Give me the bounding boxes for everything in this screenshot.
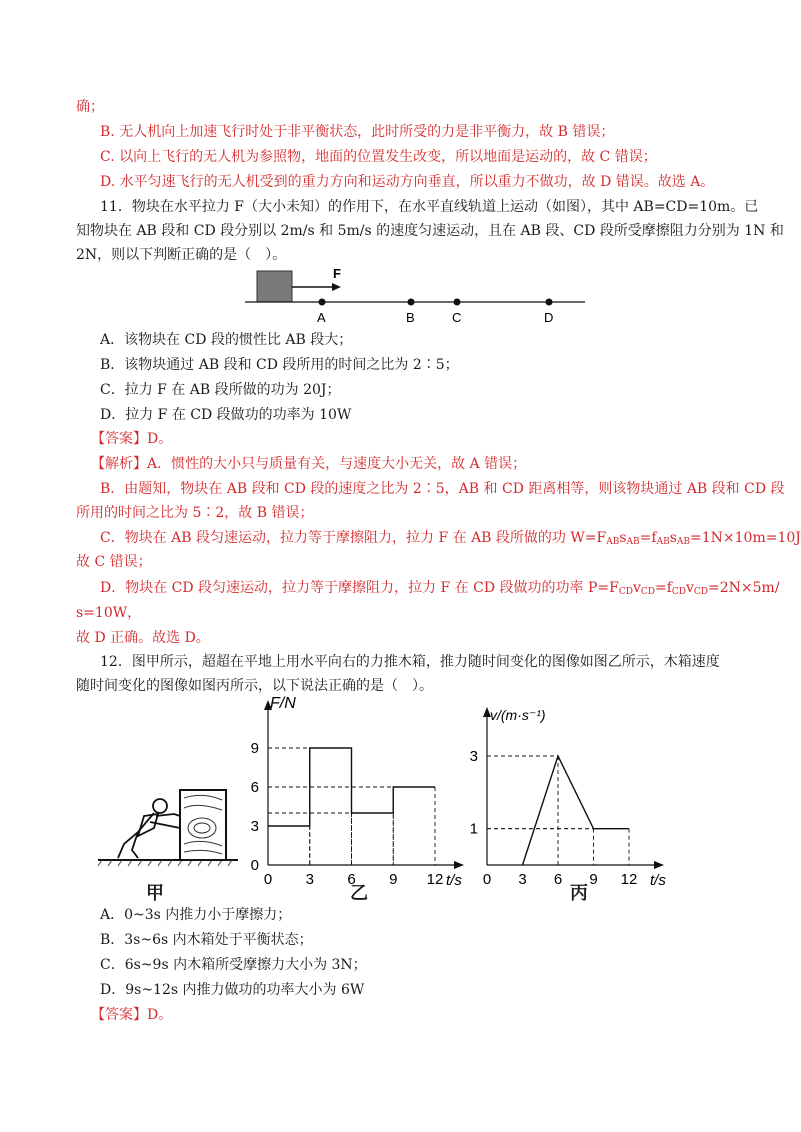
y-axis-label: v/(m·s⁻¹) <box>490 707 546 723</box>
c-mid: s <box>619 530 627 546</box>
d-mid: =f <box>654 580 672 596</box>
q12-answer: 【答案】D。 <box>91 1007 173 1023</box>
x-tick-label: 6 <box>553 871 563 888</box>
x-tick-label: 12 <box>620 871 638 888</box>
person-figure <box>118 799 180 858</box>
ft-tick-labels <box>251 740 444 888</box>
x-tick-label: 0 <box>263 871 273 888</box>
point-d <box>546 299 553 306</box>
pushing-illustration <box>98 780 248 900</box>
q11-answer: 【答案】D。 <box>91 431 173 447</box>
y-tick-label: 9 <box>250 740 259 757</box>
d-mid: v <box>686 580 694 596</box>
d-sub: CD <box>618 587 633 597</box>
q12-stem-line2: 随时间变化的图像如图丙所示，以下说法正确的是（ ）。 <box>76 678 433 694</box>
q11-option-c: C．拉力 F 在 AB 段所做的功为 20J； <box>100 382 341 398</box>
prev-tail: 确； <box>76 99 104 115</box>
c-sub: AB <box>656 537 670 547</box>
q11-track-figure <box>240 262 590 332</box>
d-sub: CD <box>640 587 655 597</box>
q12-option-b: B．3s~6s 内木箱处于平衡状态； <box>100 932 313 948</box>
vt-guides <box>487 756 629 865</box>
label-d: D <box>544 310 554 325</box>
c-pre: C．物块在 AB 段匀速运动，拉力等于摩擦阻力，拉力 F 在 AB 段所做的功 W=F <box>100 530 607 546</box>
point-c <box>454 299 461 306</box>
label-b: B <box>406 310 415 325</box>
x-tick-label: 3 <box>518 871 527 888</box>
force-time-chart <box>238 690 468 889</box>
q11-analysis-d1 <box>100 578 780 602</box>
q11-analysis-b1: B．由题知，物块在 AB 段和 CD 段的速度之比为 2∶5，AB 和 CD 距离相等，则该物块通过 AB 段和 CD 段 <box>100 481 785 497</box>
q11-analysis-c1 <box>100 528 801 552</box>
q12-option-c: C．6s~9s 内木箱所受摩擦力大小为 3N； <box>100 957 367 973</box>
figure-label-jia: 甲 <box>146 883 164 904</box>
q11-option-b: B．该物块通过 AB 段和 CD 段所用的时间之比为 2∶5； <box>100 357 459 373</box>
q11-analysis-c2: 故 C 错误； <box>76 554 152 570</box>
q11-option-a: A．该物块在 CD 段的惯性比 AB 段大； <box>100 332 353 348</box>
y-tick-label: 1 <box>469 820 478 838</box>
c-mid: =f <box>639 530 657 546</box>
analysis-label: 【解析】 <box>91 456 147 472</box>
x-tick-label: 6 <box>347 871 356 888</box>
q11-analysis-a <box>91 454 526 474</box>
d-sub: CD <box>693 587 709 597</box>
c-sub: AB <box>676 537 691 547</box>
y-tick-label: 3 <box>250 818 259 835</box>
point-a <box>319 299 326 306</box>
prev-option-b: B. 无人机向上加速飞行时处于非平衡状态，此时所受的力是非平衡力，故 B 错误； <box>100 124 615 140</box>
q11-analysis-d2: s=10W， <box>76 605 142 621</box>
block <box>257 271 292 302</box>
figure-label-bing: 丙 <box>570 883 588 904</box>
label-c: C <box>452 310 462 325</box>
prev-option-d: D. 水平匀速飞行的无人机受到的重力方向和运动方向垂直，所以重力不做功，故 D 错误。故选 A。 <box>100 174 715 190</box>
force-label: F <box>333 266 341 281</box>
x-tick-label: 9 <box>389 871 398 888</box>
c-sub: AB <box>606 537 620 547</box>
y-tick-label: 0 <box>250 857 259 874</box>
q11-stem-line2: 知物块在 AB 段和 CD 段分别以 2m/s 和 5m/s 的速度匀速运动，且在 AB 段、CD 段所受摩擦阻力分别为 1N 和 <box>76 223 784 239</box>
d-post: =2N×5m/ <box>708 580 780 596</box>
label-a: A <box>317 310 326 325</box>
q11-analysis-d3: 故 D 正确。故选 D。 <box>76 630 210 646</box>
series-line <box>523 756 630 865</box>
q11-analysis-b2: 所用的时间之比为 5∶2，故 B 错误； <box>76 505 314 521</box>
figure-label-yi: 乙 <box>350 883 368 904</box>
analysis-a-text: A．惯性的大小只与质量有关，与速度大小无关，故 A 错误； <box>147 456 527 472</box>
x-tick-label: 9 <box>589 871 598 888</box>
prev-option-c: C. 以向上飞行的无人机为参照物，地面的位置发生改变，所以地面是运动的，故 C 错误； <box>100 149 657 165</box>
y-tick-label: 3 <box>469 748 478 765</box>
y-tick-label: 6 <box>250 779 259 796</box>
x-tick-label: 12 <box>426 871 444 888</box>
wooden-box <box>180 790 226 860</box>
d-pre: D．物块在 CD 段匀速运动，拉力等于摩擦阻力，拉力 F 在 CD 段做功的功率 P=F <box>100 580 619 596</box>
q11-option-d: D．拉力 F 在 CD 段做功的功率为 10W <box>100 407 352 423</box>
c-mid: s <box>669 530 677 546</box>
q11-stem-line3: 2N，则以下判断正确的是（ ）。 <box>76 247 287 263</box>
q12-stem-line1: 12．图甲所示，超超在平地上用水平向右的力推木箱，推力随时间变化的图像如图乙所示，木箱速度 <box>100 654 720 670</box>
y-axis-label: F/N <box>270 695 296 712</box>
q12-option-d: D．9s~12s 内推力做功的功率大小为 6W <box>100 982 365 998</box>
force-arrowhead <box>332 283 341 291</box>
x-axis-label: t/s <box>650 872 666 889</box>
velocity-time-chart <box>469 700 690 889</box>
d-mid: v <box>632 580 641 596</box>
point-b <box>408 299 415 306</box>
q12-option-a: A．0~3s 内推力小于摩擦力； <box>100 907 292 923</box>
c-sub: AB <box>626 537 640 547</box>
c-post: =1N×10m=10J <box>690 530 801 546</box>
vt-series <box>523 756 630 865</box>
x-axis-arrow <box>654 861 664 869</box>
x-tick-label: 3 <box>305 871 314 888</box>
q11-stem-line1: 11．物块在水平拉力 F（大小未知）的作用下，在水平直线轨道上运动（如图），其中 AB=CD=10m。已 <box>100 199 759 215</box>
x-tick-label: 0 <box>482 871 492 888</box>
x-axis-label: t/s <box>446 872 462 889</box>
x-axis-arrow <box>454 861 464 869</box>
d-sub: CD <box>671 587 686 597</box>
